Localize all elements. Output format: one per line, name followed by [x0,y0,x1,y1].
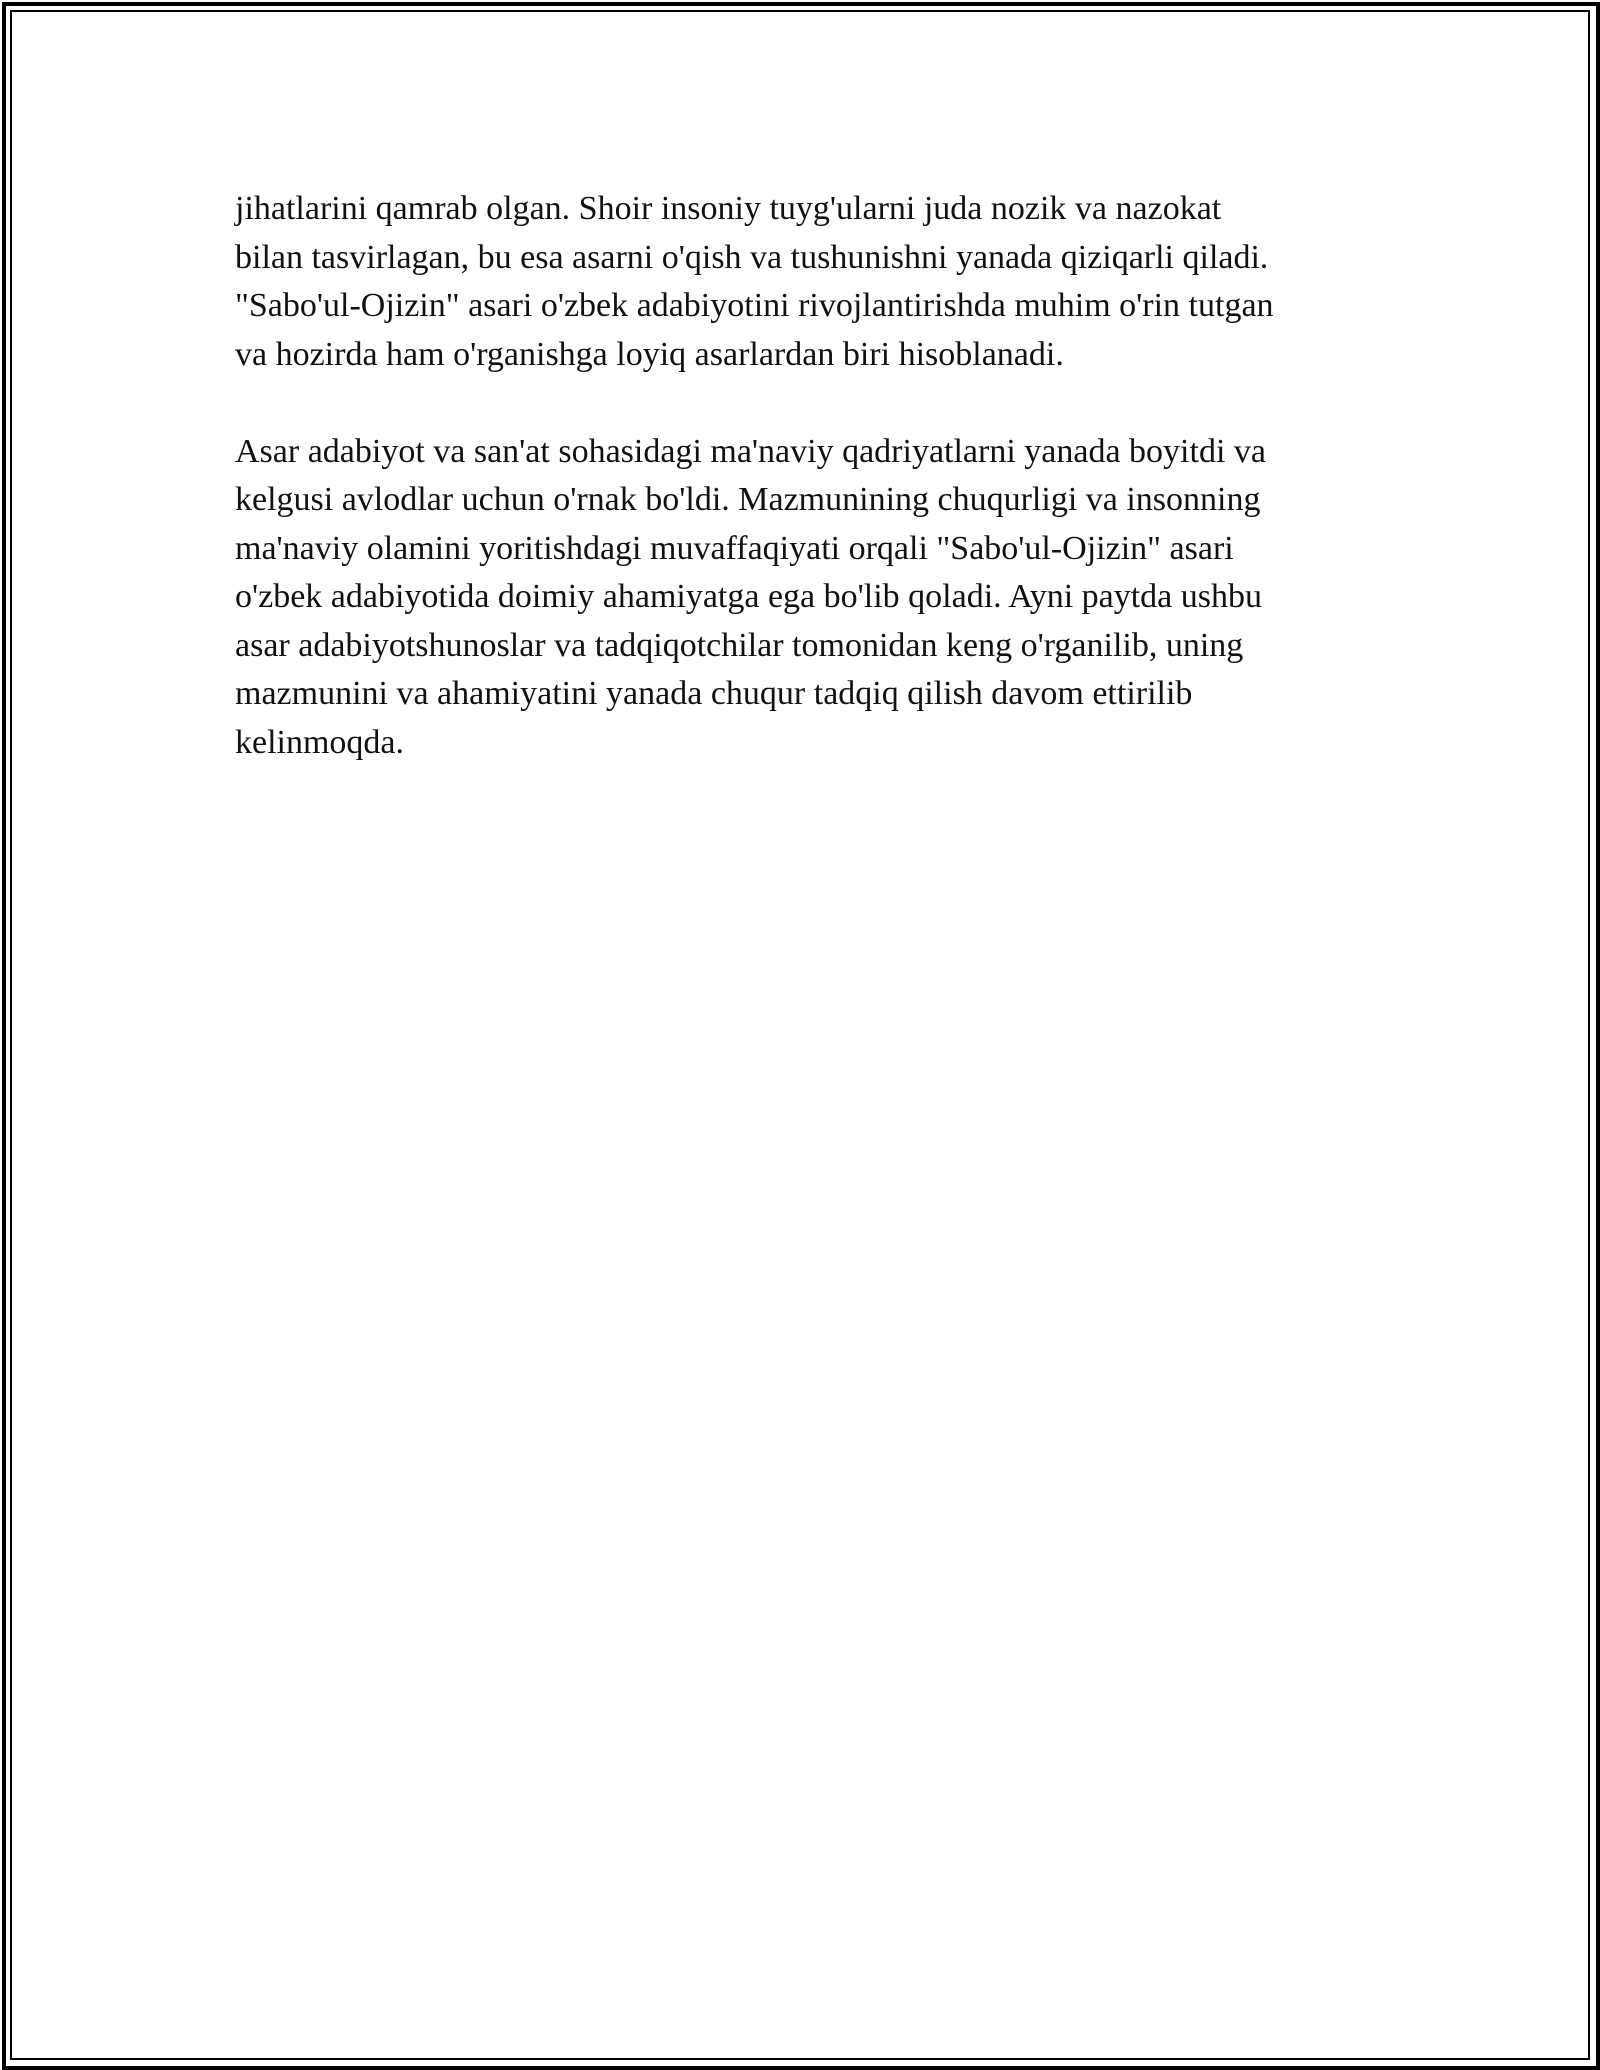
text-line: "Sabo'ul-Ojizin" asari o'zbek adabiyotini rivojlantirishda muhim o'rin tutgan [235,287,1274,324]
text-line: Asar adabiyot va san'at sohasidagi ma'naviy qadriyatlarni yanada boyitdi va [235,432,1266,470]
text-line: ma'naviy olamini yoritishdagi muvaffaqiyati orqali "Sabo'ul-Ojizin" asari [235,529,1234,567]
document-body [235,185,1375,767]
text-line: jihatlarini qamrab olgan. Shoir insoniy tuyg'ularni juda nozik va nazokat [235,190,1222,227]
text-line: o'zbek adabiyotida doimiy ahamiyatga ega bo'lib qoladi. Ayni paytda ushbu [235,578,1263,615]
text-line: va hozirda ham o'rganishga loyiq asarlardan biri hisoblanadi. [235,335,1064,373]
text-line: mazmunini va ahamiyatini yanada chuqur tadqiq qilish davom ettirilib [235,675,1193,712]
paragraph-2 [235,428,1375,768]
paragraph-1 [235,185,1375,379]
text-line: kelgusi avlodlar uchun o'rnak bo'ldi. Mazmunining chuqurligi va insonning [235,481,1261,518]
text-line: kelinmoqda. [235,723,405,761]
text-line: bilan tasvirlagan, bu esa asarni o'qish va tushunishni yanada qiziqarli qiladi. [235,238,1269,276]
text-line: asar adabiyotshunoslar va tadqiqotchilar tomonidan keng o'rganilib, uning [235,626,1244,664]
